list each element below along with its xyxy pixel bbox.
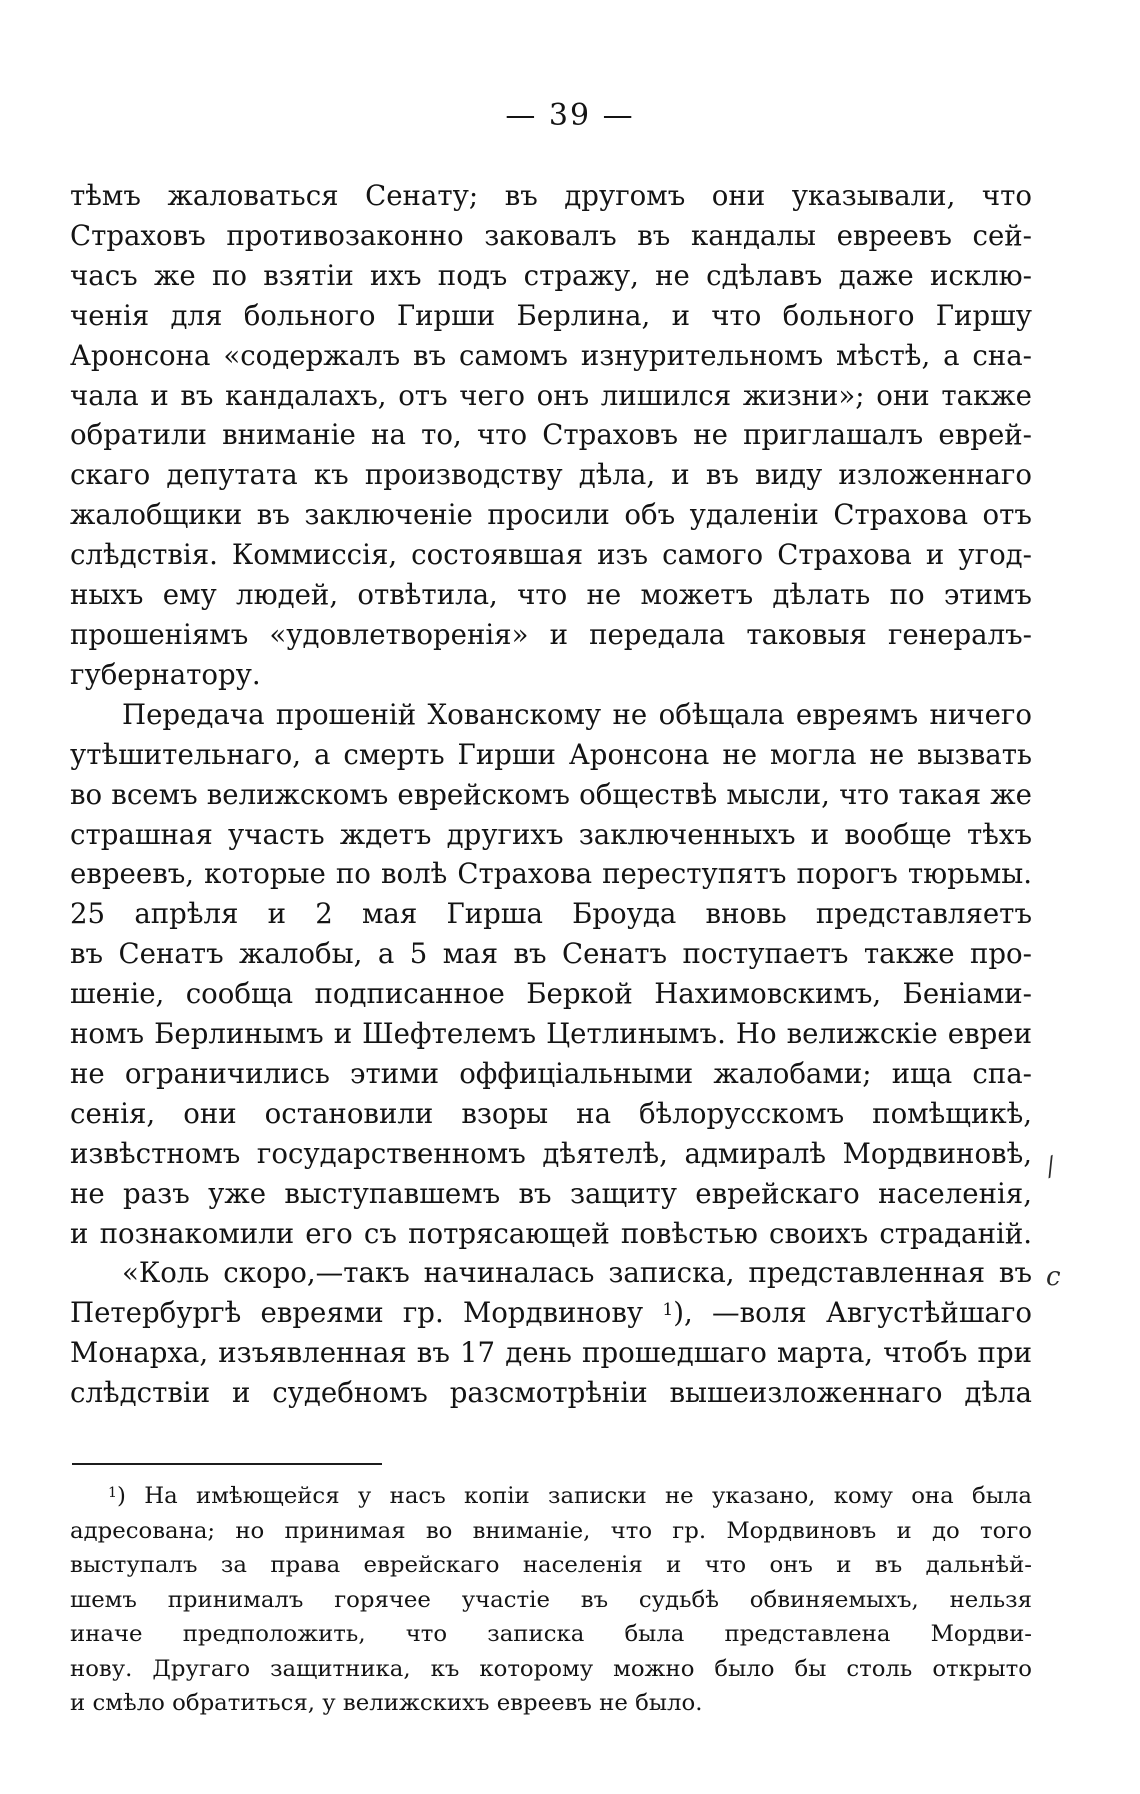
text-line: «Коль скоро,—такъ начиналась записка, представленная въ: [122, 1256, 1032, 1290]
footnote-line: иначе предположить, что записка была представлена Мордви-: [70, 1621, 1032, 1647]
text-line: ныхъ ему людей, отвѣтила, что не можетъ дѣлать по этимъ: [70, 578, 1032, 612]
text-line: слѣдствіи и судебномъ разсмотрѣніи вышеизложеннаго дѣла: [70, 1376, 1032, 1410]
footnote-line: адресована; но принимая во вниманіе, что гр. Мордвиновъ и до того: [70, 1517, 1032, 1544]
text-line: извѣстномъ государственномъ дѣятелѣ, адмиралѣ Мордвиновѣ,: [70, 1136, 1032, 1170]
text-line: страшная участь ждетъ другихъ заключенныхъ и вообще тѣхъ: [70, 817, 1032, 851]
text-segment: ) На имѣющейся у насъ копіи записки не указано, кому она была: [117, 1483, 1032, 1509]
margin-c-mark: c: [1046, 1262, 1061, 1292]
text-line: прошеніямъ «удовлетворенія» и передала таковыя генералъ-: [70, 617, 1032, 651]
footnote-line: и смѣло обратиться, у велижскихъ евреевъ не было.: [70, 1690, 703, 1716]
footnote-marker: 1: [108, 1484, 117, 1501]
text-line: номъ Берлинымъ и Шефтелемъ Цетлинымъ. Но велижскіе евреи: [70, 1017, 1032, 1051]
text-line: и познакомили его съ потрясающей повѣстью своихъ страданій.: [70, 1216, 1032, 1250]
text-line: не разъ уже выступавшемъ въ защиту еврейскаго населенія,: [70, 1176, 1032, 1210]
text-line: утѣшительнаго, а смерть Гирши Аронсона не могла не вызвать: [70, 737, 1032, 771]
text-line: [70, 1293, 1032, 1333]
text-line: слѣдствія. Коммиссія, состоявшая изъ самого Страхова и угод-: [70, 538, 1032, 572]
paragraph-2: [70, 695, 1032, 1254]
text-line: Монарха, изъявленная въ 17 день прошедшаго марта, чтобъ при: [70, 1336, 1032, 1370]
footnote-line: [70, 1479, 1032, 1514]
footnote-reference: 1: [662, 1299, 674, 1320]
text-line: Аронсона «содержалъ въ самомъ изнурительномъ мѣстѣ, а сна-: [70, 338, 1032, 372]
text-line: тѣмъ жаловаться Сенату; въ другомъ они указывали, что: [70, 179, 1032, 212]
page-number: — 39 —: [505, 98, 635, 133]
text-line: жалобщики въ заключеніе просили объ удаленіи Страхова отъ: [70, 498, 1032, 532]
text-line: Передача прошеній Хованскому не обѣщала евреямъ ничего: [122, 697, 1032, 731]
paragraph-1: [70, 176, 1032, 695]
text-line: въ Сенатъ жалобы, а 5 мая въ Сенатъ поступаетъ также про-: [70, 937, 1032, 971]
text-segment: ), —воля Августѣйшаго: [673, 1296, 1032, 1330]
text-line: сенія, они остановили взоры на бѣлорусскомъ помѣщикѣ,: [70, 1096, 1032, 1130]
text-line: скаго депутата къ производству дѣла, и въ виду изложеннаго: [70, 458, 1032, 492]
paragraph-3: [70, 1253, 1032, 1413]
footnote: [70, 1479, 1032, 1721]
text-line: евреевъ, которые по волѣ Страхова переступятъ порогъ тюрьмы.: [70, 857, 1032, 891]
text-line: Страховъ противозаконно заковалъ въ кандалы евреевъ сей-: [70, 218, 1032, 252]
text-line: шеніе, сообща подписанное Беркой Нахимовскимъ, Беніами-: [70, 977, 1032, 1011]
text-line: губернатору.: [70, 657, 261, 691]
text-line: чала и въ кандалахъ, отъ чего онъ лишился жизни»; они также: [70, 378, 1032, 412]
text-line: ченія для больного Гирши Берлина, и что больного Гиршу: [70, 298, 1032, 332]
footnote-line: выступалъ за права еврейскаго населенія и что онъ и въ дальнѣй-: [70, 1552, 1032, 1578]
main-text: [70, 176, 1032, 1413]
text-line: часъ же по взятіи ихъ подъ стражу, не сдѣлавъ даже исклю-: [70, 258, 1032, 292]
margin-tick-mark: ⁄: [1042, 1153, 1060, 1183]
text-line: не ограничились этими оффиціальными жалобами; ища спа-: [70, 1056, 1032, 1090]
footnote-line: нову. Другаго защитника, къ которому можно было бы столь открыто: [70, 1655, 1032, 1682]
footnote-divider: [72, 1463, 382, 1465]
text-segment: Петербургѣ евреями гр. Мордвинову: [70, 1296, 663, 1330]
text-line: обратили вниманіе на то, что Страховъ не приглашалъ еврей-: [70, 418, 1032, 452]
text-line: 25 апрѣля и 2 мая Гирша Броуда вновь представляетъ: [70, 897, 1032, 931]
footnote-line: шемъ принималъ горячее участіе въ судьбѣ обвиняемыхъ, нельзя: [70, 1586, 1032, 1613]
text-line: во всемъ велижскомъ еврейскомъ обществѣ мысли, что такая же: [70, 777, 1032, 811]
